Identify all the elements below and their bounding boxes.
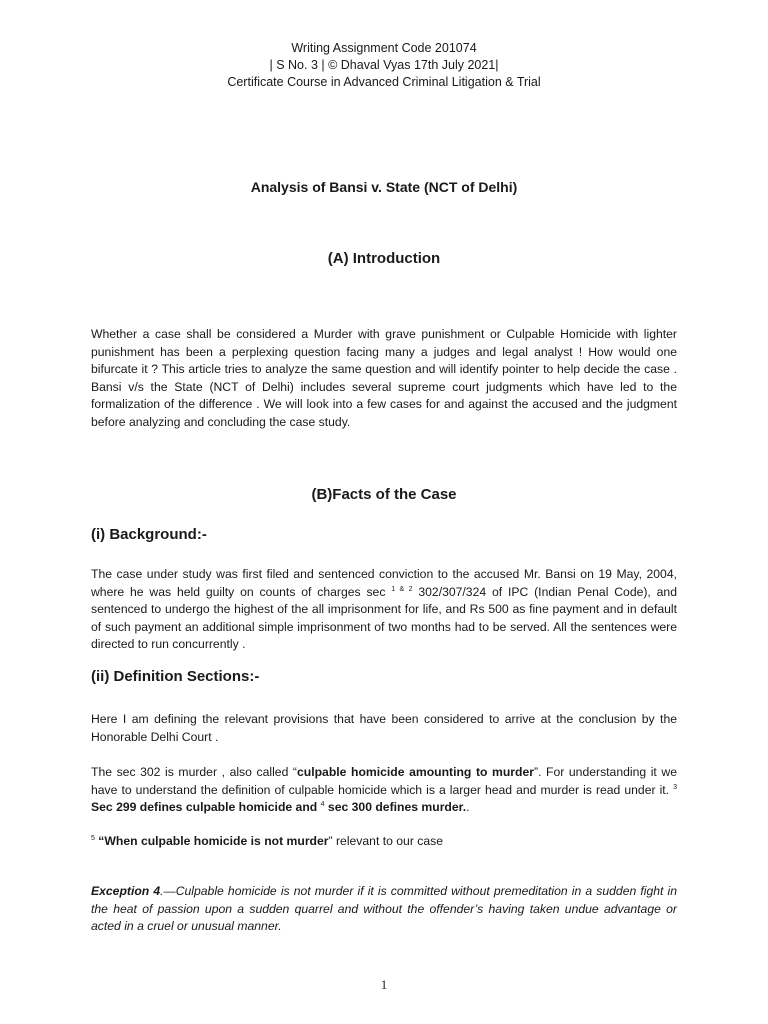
- sec-302-text-a: The sec 302 is murder , also called “: [91, 765, 297, 779]
- sec-300-text: sec 300 defines murder.: [324, 800, 467, 815]
- exception-note-paragraph: [91, 833, 677, 851]
- footnote-ref-1-2: 1 & 2: [391, 585, 413, 593]
- background-text-a: The case under study was first filed and sentenced conviction to the accused Mr. Bansi on 19 May, 2004, where he was held guilty on counts of charges sec: [91, 567, 677, 599]
- exception-4-text: .—Culpable homicide is not murder if it is committed without premeditation in a sudden fight in the heat of passion upon a sudden quarrel and without the offender’s having taken undue advantage or acted in a cruel or unusual manner.: [91, 884, 678, 934]
- section-heading-introduction: (A) Introduction: [327, 250, 441, 267]
- assignment-code-line: Writing Assignment Code 201074: [291, 41, 477, 55]
- footnote-ref-3: 3: [673, 783, 677, 791]
- document-title: Analysis of Bansi v. State (NCT of Delhi): [250, 179, 518, 195]
- background-paragraph: [91, 566, 677, 654]
- exception-4-paragraph: [91, 883, 677, 936]
- subheading-definition-sections: (ii) Definition Sections:-: [91, 668, 260, 685]
- page-number: 1: [380, 978, 388, 992]
- sec-302-bold-term: culpable homicide amounting to murder: [296, 765, 535, 779]
- sec-302-text-c: ”. For understanding it we have to understand the definition of culpable homicide which is a larger head and murder is read under it.: [91, 765, 677, 797]
- exception-4-label: Exception 4: [91, 884, 161, 898]
- sec-299-text: Sec 299 defines culpable homicide and: [91, 800, 321, 815]
- exception-note-text: ” relevant to our case: [328, 834, 444, 848]
- definitions-intro-paragraph: Here I am defining the relevant provisions that have been considered to arrive at the conclusion by the Honorable Delhi Court .: [91, 712, 677, 744]
- page-header: [0, 40, 768, 91]
- subheading-background: (i) Background:-: [91, 526, 207, 543]
- course-line: Certificate Course in Advanced Criminal Litigation & Trial: [227, 75, 541, 89]
- introduction-paragraph: Whether a case shall be considered a Murder with grave punishment or Culpable Homicide with lighter punishment has been a perplexing question facing many a judges and legal analyst ! How would one bifurcate it ? This article tries to analyze the same question and will identify pointer to help decide the case . Bansi v/s the State (NCT of Delhi) includes several supreme court judgments which have led to the formalization of the difference . We will look into a few cases for and against the accused and the judgment before analyzing and concluding the case study.: [91, 327, 677, 429]
- sec-302-paragraph: [91, 764, 677, 817]
- author-date-line: | S No. 3 | © Dhaval Vyas 17th July 2021|: [269, 58, 499, 72]
- footnote-ref-4: 4: [320, 801, 325, 809]
- background-text-b: 302/307/324 of IPC (Indian Penal Code), and sentenced to undergo the highest of the all imprisonment for life, and Rs 500 as fine payment and in default of such payment an additional simple imprisonment of two months had to be served. All the sentences were directed to run concurrently .: [91, 584, 677, 652]
- sec-302-trailing-dot: .: [466, 800, 470, 815]
- footnote-ref-5: 5: [91, 834, 95, 842]
- section-heading-facts: (B)Facts of the Case: [311, 486, 457, 503]
- exception-note-bold: “When culpable homicide is not murder: [94, 834, 329, 848]
